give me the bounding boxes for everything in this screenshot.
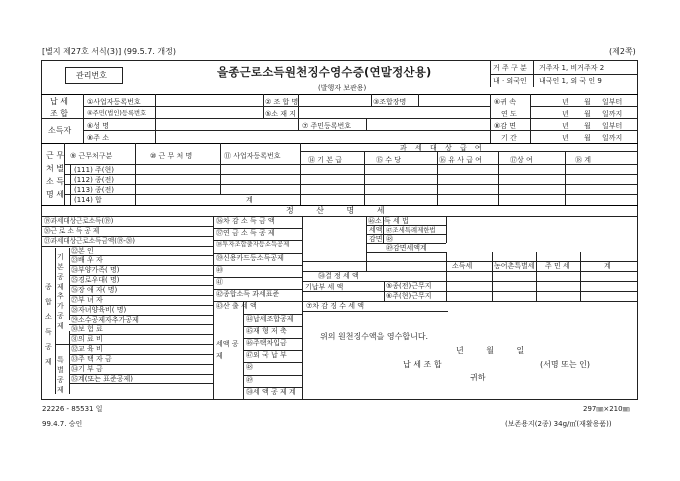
receipt-date: 년 월 일 <box>456 346 525 355</box>
month-3: 월 <box>584 122 591 130</box>
calc-col2-item: ㊸산 출 세 액 <box>216 302 257 311</box>
earner-rrn-label: ⑦ 주민등록번호 <box>302 122 352 130</box>
calc-col2-item: ㊴신용카드등소득공제 <box>216 253 284 262</box>
year-1: 년 <box>562 98 569 106</box>
wp-side-2: 처 별 <box>46 164 64 173</box>
calc-col1-item: ㉚보 험 료 <box>71 325 103 334</box>
calc-col2-item: ㊳투자조합출자등소득공제 <box>216 241 290 249</box>
wp-side-1: 근 무 <box>46 151 64 160</box>
calc-col1-item: ㉞기 부 금 <box>71 364 103 373</box>
calc-col2-item: ㊿세 액 공 제 계 <box>246 387 296 396</box>
footer-code: 22226 - 85531 일 <box>42 405 103 413</box>
calc-col1-item: ㉛의 료 비 <box>71 335 103 344</box>
decided-tax-label: ㊿결 정 세 액 <box>318 272 359 280</box>
basic-deduction-label: 기본 공제 <box>57 253 64 291</box>
calc-col2-item: ㊼외 국 납 부 <box>246 351 287 360</box>
col-salary: ⑭ 기 본 급 <box>308 156 342 164</box>
nationality-label: 내 · 외국인 <box>493 77 527 85</box>
calc-left-side-label: 종 합 소 득 공 제 <box>45 283 52 366</box>
footer-size: 297㎜×210㎜ <box>583 405 630 413</box>
taxable-header: 과 세 대 상 급 여 <box>400 144 485 152</box>
corp-reg-no-label: ④주민(법인)등록번호 <box>87 110 147 117</box>
prev-work-label: ⑤종(전)근무지 <box>386 282 432 290</box>
col-bonus: ⑰상 여 <box>510 156 533 164</box>
day-from-1: 일부터 <box>602 98 623 106</box>
footer-approved: 99.4.7. 승인 <box>42 420 83 428</box>
receipt-addressee: 귀하 <box>470 373 486 382</box>
earner-address-label: ⑧주 소 <box>87 134 110 142</box>
special-deduction-label: 특별 공제 <box>57 356 64 394</box>
calc-col2-item: ㊵ <box>216 265 223 274</box>
wp-side-4: 명 세 <box>46 190 64 199</box>
receipt-signer: 납 세 조 합 <box>403 360 442 369</box>
reduce-income-tax-law: ㊻소 득 세 법 <box>368 217 409 225</box>
wp-row-113: (113) 종(전) <box>74 186 115 194</box>
calc-col1-item: ㉔부양가족( 명) <box>71 266 120 275</box>
wp-row-114: (114) 합 <box>74 196 102 204</box>
tax-col-resident: 주 민 세 <box>545 262 570 270</box>
earner-label: 소득자 <box>48 126 72 135</box>
residency-value: 거주자 1, 비거주자 2 <box>539 64 605 72</box>
calc-col1-rule <box>69 383 213 384</box>
month-1: 월 <box>584 98 591 106</box>
earner-name-label: ⑥성 명 <box>87 122 110 130</box>
tax-col-rural: 농어촌특별세 <box>494 262 535 270</box>
month-4: 월 <box>584 134 591 142</box>
tax-credit-label: 세액 공제 <box>216 340 239 360</box>
month-2: 월 <box>584 110 591 118</box>
year-3: 년 <box>562 122 569 130</box>
attr-year-label-2: 연 도 <box>501 110 517 118</box>
calc-col2-rule <box>243 399 302 400</box>
tax-col-income: 소득세 <box>452 262 473 270</box>
attr-year-label-1: ⑥귀 속 <box>494 98 517 106</box>
reduce-label-1: ⑧감 면 <box>494 122 517 130</box>
calc-col1-item: ㉘자녀양육비( 명) <box>71 305 127 314</box>
calc-col1-item: ㉜교 육 비 <box>71 345 103 354</box>
year-2: 년 <box>562 110 569 118</box>
wp-side-3: 소 득 <box>46 177 64 186</box>
mgmt-number-label: 관리번호 <box>76 71 107 80</box>
wp-row-111: (111) 주(현) <box>74 166 115 174</box>
col-workplace-type: ⑨ 근무처구분 <box>70 152 113 160</box>
reduce-side-label: 세액 감면 <box>369 226 383 243</box>
year-4: 년 <box>562 134 569 142</box>
nationality-value: 내국인 1, 외 국 인 9 <box>539 77 602 85</box>
form-reference: [별지 제27호 서식(3)] (99.5.7. 개정) <box>42 47 176 56</box>
extra-deduction-label: 추가 공제 <box>57 292 64 330</box>
calc-col2-rule <box>213 277 302 278</box>
calc-col2-item: ㊲연 금 소 득 공 제 <box>216 229 275 238</box>
reduce-blank: ㊽ <box>386 235 393 243</box>
form-subtitle: (발행자 보관용) <box>318 84 367 92</box>
calc-col1-item: ⑲과세대상근로소득(⑲) <box>44 217 114 225</box>
form-title: 을종근로소득원천징수영수증(연말정산용) <box>217 65 432 79</box>
calc-col1-item: ㉙소수공제자추가공제 <box>71 315 139 324</box>
reduce-total: ㊾감면세액계 <box>386 244 427 252</box>
calc-col2-item: ㊺재 형 저 축 <box>246 326 287 335</box>
day-to-2: 일까지 <box>602 134 623 142</box>
reduce-special-law: ㊼조세특례제한법 <box>386 226 436 234</box>
union-head-label: ③조합장명 <box>373 98 407 106</box>
calc-col2-item: ㊱차 감 소 득 금 액 <box>216 217 275 225</box>
calc-col2-item: ㊾ <box>246 375 253 384</box>
residency-label: 거 주 구 분 <box>493 64 527 72</box>
tax-col-total: 계 <box>604 262 611 270</box>
calc-col1-item: ⑳근 로 소 득 공 제 <box>44 226 100 235</box>
calc-col2-rule <box>213 265 302 266</box>
calc-col2-item: ㊶ <box>216 278 223 286</box>
calc-col2-item: ㊽ <box>246 363 253 372</box>
reduce-label-2: 기 간 <box>501 134 517 142</box>
payer-address-label: ⑤소 재 지 <box>265 110 297 118</box>
calc-col1-item: ㉗부 녀 자 <box>71 295 103 304</box>
calc-col1-item: ㉕경로우대( 명) <box>71 276 120 285</box>
col-workplace-biz: ⑪ 사업자등록번호 <box>224 152 281 160</box>
col-workplace-name: ⑩ 근 무 처 명 <box>150 152 193 160</box>
curr-work-label: ⑥주(현)근무지 <box>386 292 432 300</box>
col-total: ⑱ 계 <box>575 156 591 164</box>
calc-col2-item: ㊻주택차입금 <box>246 339 287 347</box>
payer-label-2: 조 합 <box>50 109 68 118</box>
calc-col1-item: ㉒본 인 <box>71 246 94 255</box>
calc-col1-item: ㉑과세대상근로소득금액(⑲-⑳) <box>44 236 136 245</box>
payer-label-1: 납 세 <box>50 97 68 106</box>
day-from-2: 일부터 <box>602 122 623 130</box>
calc-col2-item: ㊹납세조합공제 <box>246 314 294 323</box>
calc-col2-item: ㊷종합소득 과세표준 <box>216 290 280 299</box>
calc-col1-rule <box>41 246 213 247</box>
calc-col1-item: ㉟계(또는 표준공제) <box>71 374 134 383</box>
calc-title: 정 산 명 세 <box>286 206 395 215</box>
wp-row-112: (112) 종(전) <box>74 176 115 184</box>
calc-col1-item: ㉝주 택 자 금 <box>71 354 112 363</box>
wp-row-114-sum: 계 <box>246 196 253 204</box>
biz-reg-no-label: ①사업자등록번호 <box>87 98 141 106</box>
col-allowance: ⑮ 수 당 <box>376 156 401 164</box>
page-number: (제2쪽) <box>609 47 636 56</box>
calc-col1-item: ㉓배 우 자 <box>71 256 103 265</box>
calc-col1-item: ㉖장 애 자( 명) <box>71 285 118 294</box>
receipt-statement: 위의 원천징수액을 영수합니다. <box>320 332 429 341</box>
day-to-1: 일까지 <box>602 110 623 118</box>
footer-paper: (보존용지(2종) 34g/㎡(재활용품)) <box>505 420 612 428</box>
union-name-label: ② 조 합 명 <box>265 98 299 106</box>
receipt-sign-note: (서명 또는 인) <box>540 360 590 369</box>
prepaid-tax-label: 기납부 세 액 <box>305 283 344 291</box>
col-paid-leave: ⑯ 유 사 급 여 <box>439 156 482 164</box>
diff-tax-label: ⑦차 감 징 수 세 액 <box>306 302 364 310</box>
